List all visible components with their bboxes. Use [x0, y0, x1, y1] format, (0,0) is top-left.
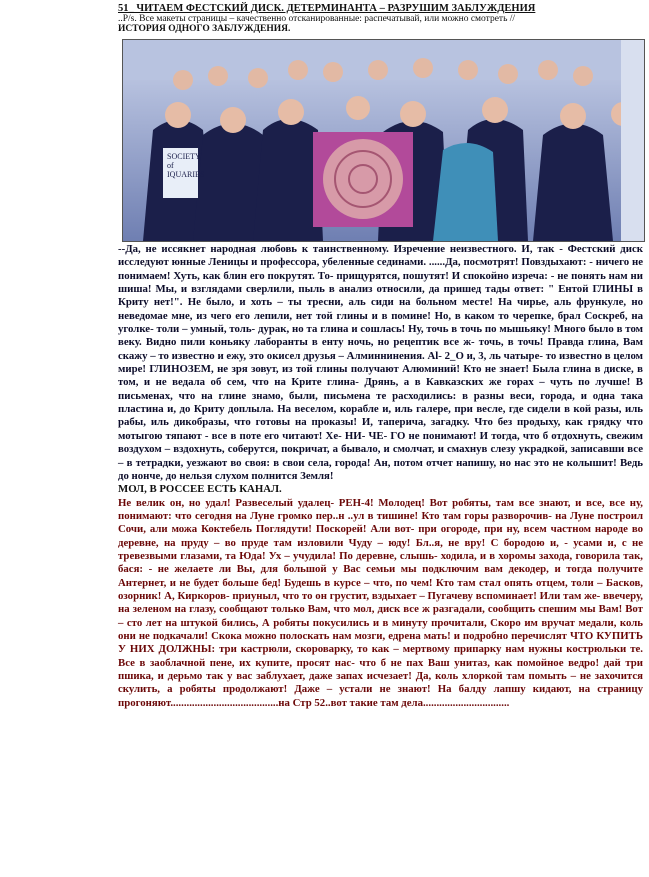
group-photo-image	[123, 40, 644, 241]
page-title: 51_ ЧИТАЕМ ФЕСТСКИЙ ДИСК. ДЕТЕРМИНАНТА – РАЗРУШИМ ЗАБЛУЖДЕНИЯ	[118, 3, 536, 14]
banner-line: of	[167, 161, 174, 170]
section-heading: МОЛ, В РОССЕЕ ЕСТЬ КАНАЛ.	[118, 483, 282, 496]
banner-line: IQUARIES	[167, 170, 205, 179]
header-note	[118, 14, 643, 34]
article-paragraph-1: --Да, не иссякнет народная любовь к таинственному. Изречение неизвестного. И, так - Фестский диск исследуют юнные Леницы и профессора, убеленные сединами. ......Да, посмотрят! Повздыхают: - ничего не понимаем! Хуть, как блин его покрутят. То- прищурятся, пошутят! И спокойно изреча: - не понять нам ни шиша! Мы, и взглядами сверлили, пыль в анализ относили, да пришед тады ответ: " Ентой ГЛИНЫ в Криту нет!". Не было, и хоть – ты тресни, аль сиди на больном месте! На чирье, аль фрункуле, но неведомае мне, из чего его лепили, нет той глины и в помине! Но, в каком то черепке, брал Соскреб, на уголке- толи – умный, толь- дурак, но та глина и сошлась! Ну, точь в точь по мышьяку! Много было в том веку. Видно пили коньяку лаборанты в енту ночь, но рецептик все ж- точь, в точь! Правда глина, Вам скажу – то известно и ежу, это окисел друзья – Алминнинения. Al- 2_O и, 3, ль чатыре- то известно в целом мире! ГЛИНОЗЕМ, не зря зовут, из той глины получают Алюминий! Кто не знает! Была глина в диске, в том, и не ведала об сем, что на Крите глина- Дрянь, а в Кавказских же горах – чуть по лучше! В письменах, что на глине знамо, были, письмена те расходились: в разны веси, города, и одна така пластина и, до Криту доплыла. На веселом, корабле и, иль галере, при весле, где сидели в кой разы, иль рабы, иль дикобразы, что готовы на проказы! И, таперича, загадку. Что без продыху, как грядку что мотыгою тяпают - все в поте его читают! Хе- НИ- ЧЕ- ГО не понимают! И тогда, что б отдохнуть, свежим воздухом – вздохнуть, соберутся, покричат, а бывало, и смолчат, и смахнув слезу украдкой, записавши все – в тетрадки, уезжают во своя: в свои села, города! Ан, потом отчет напишу, но нас это не колышит! Ведь до нонче, до нельзя слухом полнится Земля!	[118, 243, 643, 482]
page-header	[118, 3, 643, 34]
scan-note: ..P/s. Все макеты страницы – качественно отсканированные: распечатывай, или можно смотреть //	[118, 14, 516, 24]
article-body	[118, 243, 643, 710]
banner-text	[167, 152, 204, 179]
article-paragraph-2: Не велик он, но удал! Развеселый удалец- РЕН-4! Молодец! Вот робяты, там все знают, и все, все ну, понимают: что сегодня на Луне громко пер..н ..ул в тишине! Кто там горы разворочив- на Луне построил Сочи, али можа Коктебель Поглядути! Поскорей! Али вот- при огороде, при ну, всем частном народе во деревне, на пруду – во пруде там изловили Чуду – юду! Бл..я, не вру! С бородою и, - усами и, с не тревезвыми глазами, та Юда! Ух – учудила! По деревне, слышь- ходила, и в хоромы захода, говорила так, бася: - не желаете ли Вы, для большой у Вас семьи мы подключим вам декодер, и тогда получите Антернет, и не будет больше бед! Будешь в курсе – что, по чем! Кто там стал опять отцем, толи – Басков, озорник! А, Киркоров- приуныл, что то он грустит, вздыхает – Пугачеву вспоминает! Или там же- ввечеру, на зеленом на глазу, сообщают только Вам, что мол, диск все ж разгадали, сообщить спешим мы Вам! Вот – сто лет на штукой бились, А робяты покусились и в минуту прочитали, Скоро им вручат медали, коль они не подкачали! Скока можно полоскать нам мозги, едрена мать! и подробно перечислят ЧТО КУПИТЬ У НИХ ДОЛЖНЫ: три кастрюли, скороварку, то как – мертвому припарку нам нужны кострюльки те. Все в заоблачной пене, их купите, просят нас- что б не пах Ваш унитаз, как помойное ведро! дай три пшика, и дерьмо так у вас заблухает, даже запах исчезает! Да, коль хлоркой там помыть – не захочится скулить, а робяты продолжают! Даже – устали не знают! На балду лапшу кидают, на страницу прогоняют........................................на Стр 52..вот такие там дела................................	[118, 496, 643, 709]
group-photo	[122, 39, 645, 242]
banner-line: SOCIETY	[167, 152, 201, 161]
history-link[interactable]: ИСТОРИЯ ОДНОГО ЗАБЛУЖДЕНИЯ.	[118, 24, 291, 34]
